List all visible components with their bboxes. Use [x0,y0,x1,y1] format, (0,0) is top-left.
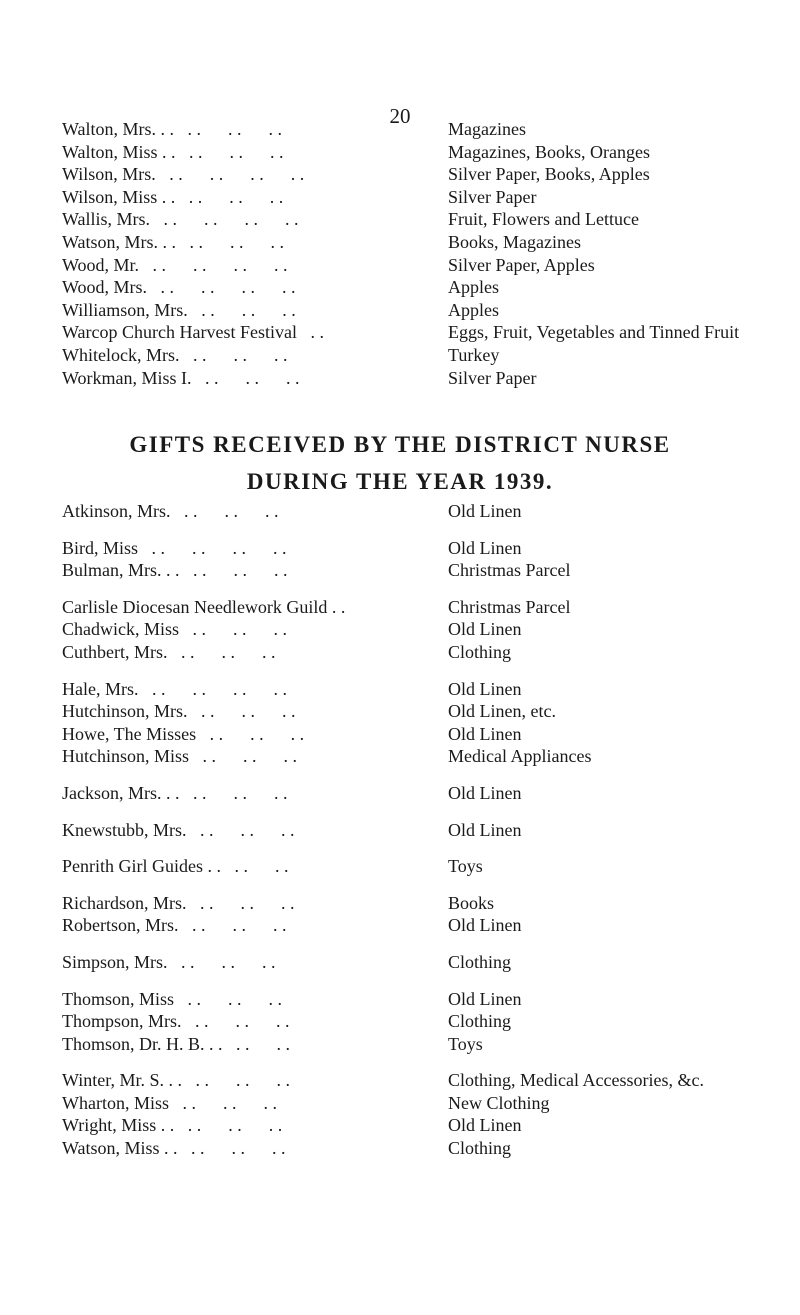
list-item [62,141,792,164]
gift-description: Old Linen [448,678,522,699]
group-spacer [62,1055,792,1069]
donor-name: Hutchinson, Miss . . . . . . [62,746,298,767]
gift-description: Old Linen [448,537,522,558]
list-item [62,988,792,1011]
list-item [62,782,792,805]
page-number: 20 [389,104,411,128]
donor-name: Knewstubb, Mrs. . . . . . . [62,819,295,840]
donor-name: Wood, Mr. . . . . . . . . [62,254,288,275]
list-item [62,596,792,619]
gift-description: New Clothing [448,1092,550,1113]
list-item [62,344,792,367]
gift-description: Silver Paper, Books, Apples [448,164,650,185]
list-item [62,1137,792,1160]
group-spacer [62,664,792,678]
gift-description: Old Linen [448,1115,522,1136]
gift-description: Magazines, Books, Oranges [448,141,650,162]
gift-description: Old Linen [448,988,522,1009]
donor-name: Cuthbert, Mrs. . . . . . . [62,641,276,662]
list-item [62,618,792,641]
donor-name: Bulman, Mrs. . . . . . . . . [62,560,288,581]
list-item [62,559,792,582]
donor-name: Watson, Miss . . . . . . . . [62,1138,286,1159]
list-item [62,1033,792,1056]
group-spacer [62,523,792,537]
list-item [62,855,792,878]
donor-name: Thompson, Mrs. . . . . . . [62,1011,290,1032]
gift-description: Apples [448,299,499,320]
gift-description: Turkey [448,344,500,365]
list-item [62,1069,792,1092]
section-subheading: DURING THE YEAR 1939. [246,469,554,494]
list-item [62,951,792,974]
section-heading: GIFTS RECEIVED BY THE DISTRICT NURSE [129,432,671,457]
donor-name: Jackson, Mrs. . . . . . . . . [62,782,288,803]
gift-description: Christmas Parcel [448,596,571,617]
gift-description: Clothing [448,641,512,662]
gift-description: Clothing [448,951,512,972]
group-spacer [62,974,792,988]
donor-name: Warcop Church Harvest Festival . . [62,322,324,343]
gift-description: Old Linen [448,819,522,840]
donor-name: Carlisle Diocesan Needlework Guild . . [62,596,346,617]
list-item [62,254,792,277]
donor-list [62,118,792,389]
donor-name: Thomson, Dr. H. B. . . . . . . [62,1033,291,1054]
gift-description: Old Linen [448,723,522,744]
donor-name: Wharton, Miss . . . . . . [62,1092,277,1113]
donor-name: Wilson, Miss . . . . . . . . [62,186,284,207]
gift-description: Silver Paper [448,367,537,388]
gift-description: Toys [448,856,483,877]
donor-name: Howe, The Misses . . . . . . [62,723,305,744]
gift-description: Silver Paper, Apples [448,254,595,275]
list-item [62,745,792,768]
gift-description: Old Linen, etc. [448,701,556,722]
donor-name: Richardson, Mrs. . . . . . . [62,892,295,913]
gift-description: Old Linen [448,501,522,521]
group-spacer [62,878,792,892]
donor-name: Hale, Mrs. . . . . . . . . [62,678,287,699]
gift-description: Old Linen [448,915,522,936]
gift-description: Silver Paper [448,186,537,207]
donor-name: Chadwick, Miss . . . . . . [62,619,287,640]
list-item [62,367,792,390]
list-item [62,723,792,746]
list-item [62,819,792,842]
gift-description: Eggs, Fruit, Vegetables and Tinned Fruit [448,322,740,343]
donor-name: Hutchinson, Mrs. . . . . . . [62,701,296,722]
gift-description: Medical Appliances [448,746,592,767]
gift-description: Christmas Parcel [448,560,571,581]
donor-name: Bird, Miss . . . . . . . . [62,537,287,558]
gift-description: Clothing [448,1011,512,1032]
list-item [62,700,792,723]
list-item [62,231,792,254]
list-item [62,914,792,937]
donor-name: Wilson, Mrs. . . . . . . . . [62,164,305,185]
list-item [62,118,792,141]
list-item [62,163,792,186]
gift-description: Old Linen [448,782,522,803]
donor-name: Wood, Mrs. . . . . . . . . [62,277,296,298]
group-spacer [62,582,792,596]
list-item [62,678,792,701]
list-item [62,537,792,560]
group-spacer [62,768,792,782]
gift-description: Old Linen [448,619,522,640]
list-item [62,321,792,344]
donor-name: Watson, Mrs. . . . . . . . . [62,231,285,252]
gift-description: Clothing, Medical Accessories, &c. [448,1070,704,1091]
gift-description: Books, Magazines [448,231,581,252]
list-item [62,299,792,322]
donor-name: Walton, Mrs. . . . . . . . . [62,119,283,139]
donor-name: Wright, Miss . . . . . . . . [62,1115,283,1136]
donor-name: Penrith Girl Guides . . . . . . [62,856,289,877]
donor-name: Whitelock, Mrs. . . . . . . [62,344,288,365]
list-item [62,1092,792,1115]
list-item [62,1114,792,1137]
gift-description: Fruit, Flowers and Lettuce [448,209,639,230]
donor-name: Winter, Mr. S. . . . . . . . . [62,1070,291,1091]
list-item [62,1010,792,1033]
donor-name: Atkinson, Mrs. . . . . . . [62,501,279,521]
donor-name: Robertson, Mrs. . . . . . . [62,915,287,936]
gift-description: Books [448,892,495,913]
donor-name: Thomson, Miss . . . . . . [62,988,283,1009]
list-item [62,892,792,915]
gift-description: Magazines [448,119,526,139]
list-item [62,276,792,299]
list-item [62,208,792,231]
donor-name: Williamson, Mrs. . . . . . . [62,299,296,320]
group-spacer [62,805,792,819]
donor-name: Simpson, Mrs. . . . . . . [62,951,276,972]
gift-description: Clothing [448,1138,512,1159]
gift-description: Apples [448,277,499,298]
list-item [62,186,792,209]
group-spacer [62,841,792,855]
donor-name: Wallis, Mrs. . . . . . . . . [62,209,299,230]
donor-name: Workman, Miss I. . . . . . . [62,367,300,388]
list-item [62,641,792,664]
group-spacer [62,937,792,951]
donor-name: Walton, Miss . . . . . . . . [62,141,284,162]
nurse-gift-list [62,500,792,1160]
gift-description: Toys [448,1033,483,1054]
list-item [62,500,792,523]
